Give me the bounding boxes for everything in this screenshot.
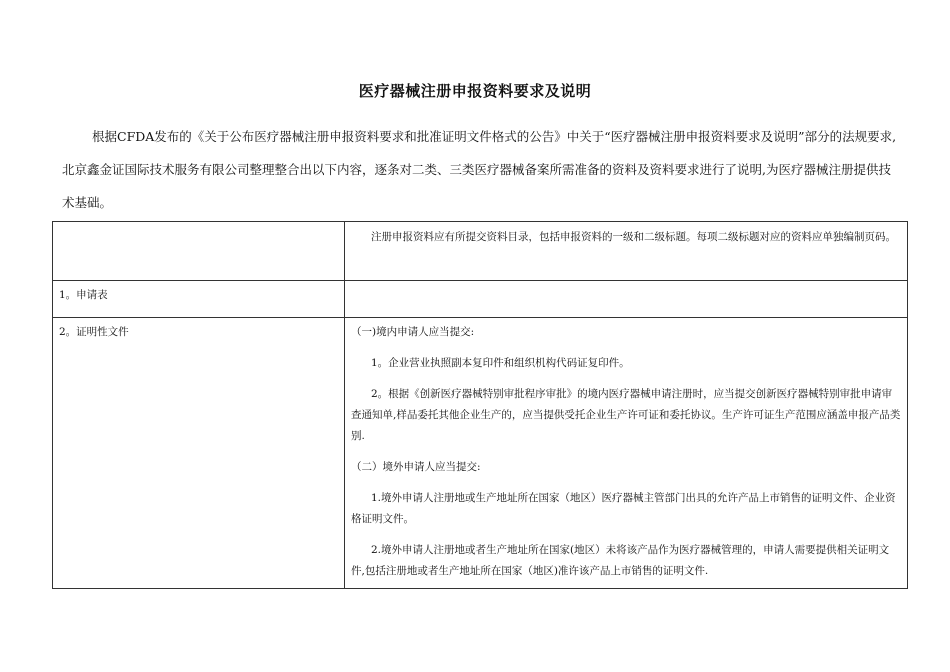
requirement-paragraph: 2.境外申请人注册地或者生产地址所在国家(地区）未将该产品作为医疗器械管理的，申请人需要提供相关证明文件,包括注册地或者生产地址所在国家（地区)准许该产品上市销售的证明文件. xyxy=(351,544,890,577)
section-heading-domestic: （一)境内申请人应当提交: xyxy=(351,326,475,338)
requirement-paragraph: 1.境外申请人注册地或生产地址所在国家（地区）医疗器械主管部门出具的允许产品上市销售的证明文件、企业资格证明文件。 xyxy=(351,492,896,525)
table-header-empty-cell xyxy=(53,222,345,281)
table-row-detail xyxy=(345,318,908,589)
table-header-cell xyxy=(345,222,908,281)
table-row-detail xyxy=(345,281,908,318)
section-heading-overseas: （二）境外申请人应当提交: xyxy=(351,461,481,473)
table-row-item xyxy=(53,318,345,589)
requirement-paragraph: 1。企业营业执照副本复印件和组织机构代码证复印件。 xyxy=(371,357,630,369)
item-label: 2。证明性文件 xyxy=(59,326,129,338)
table-header-text: 注册申报资料应有所提交资料目录，包括申报资料的一级和二级标题。每项二级标题对应的资料应单独编制页码。 xyxy=(371,231,896,243)
table-row xyxy=(53,318,908,589)
intro-text: 根据CFDA发布的《关于公布医疗器械注册申报资料要求和批准证明文件格式的公告》中关于“医疗器械注册申报资料要求及说明”部分的法规要求,北京鑫金证国际技术服务有限公司整理整合出以下内容，逐条对二类、三类医疗器械备案所需准备的资料及资料要求进行了说明,为医疗器械注册提供技术基础。 xyxy=(62,129,897,210)
intro-paragraph xyxy=(62,120,897,219)
document-title: 医疗器械注册申报资料要求及说明 xyxy=(358,82,592,100)
item-label: 1。申请表 xyxy=(59,289,108,301)
requirement-paragraph: 2。根据《创新医疗器械特别审批程序审批》的境内医疗器械申请注册时，应当提交创新医疗器械特别审批申请审查通知单,样品委托其他企业生产的，应当提供受托企业生产许可证和委托协议。生产许可证生产范围应涵盖申报产品类别. xyxy=(351,388,901,442)
table-row xyxy=(53,281,908,318)
requirements-table xyxy=(52,221,908,589)
table-header-row xyxy=(53,222,908,281)
table-row-item xyxy=(53,281,345,318)
